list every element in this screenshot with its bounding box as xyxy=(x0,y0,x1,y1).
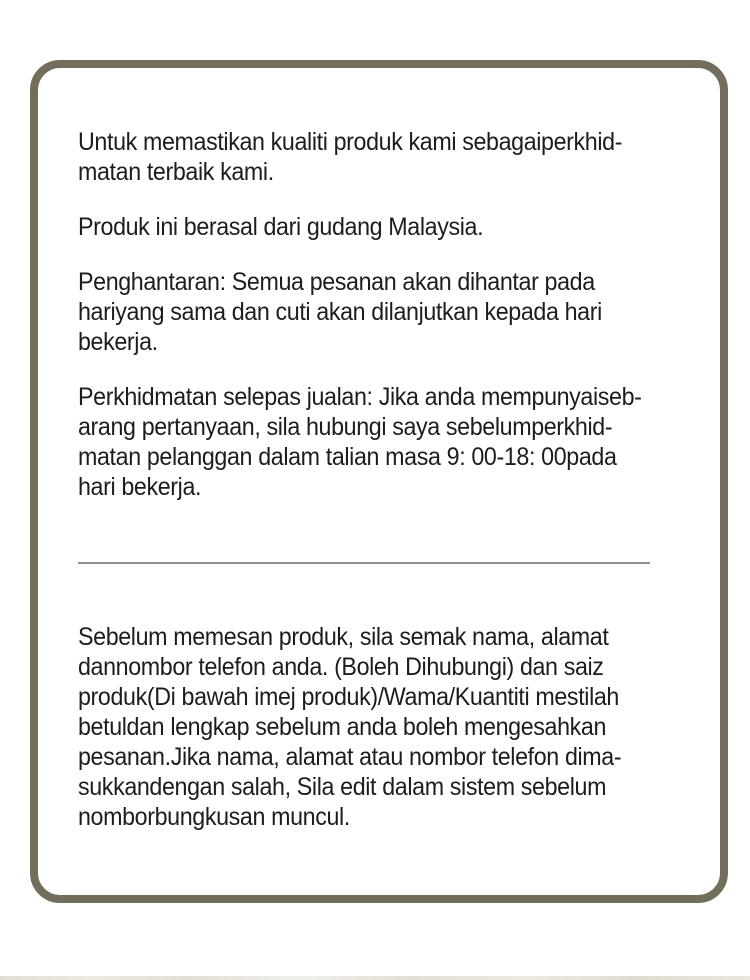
text-line: hari bekerja. xyxy=(78,473,202,501)
text-line: matan pelanggan dalam talian masa 9: 00-18: 00pada xyxy=(78,443,617,471)
text-line: Perkhidmatan selepas jualan: Jika anda mempunyaiseb- xyxy=(78,383,642,411)
paragraph-shipping xyxy=(78,267,692,357)
paragraph-quality xyxy=(78,127,692,187)
bottom-edge-strip xyxy=(0,976,750,980)
paragraph-after-sales xyxy=(78,382,692,502)
text-line: sukkandengan salah, Sila edit dalam sistem sebelum xyxy=(78,773,607,801)
text-line: dannombor telefon anda. (Boleh Dihubungi) dan saiz xyxy=(78,653,604,681)
text-line: Produk ini berasal dari gudang Malaysia. xyxy=(78,213,484,241)
description-panel xyxy=(30,60,728,903)
text-line: pesanan.Jika nama, alamat atau nombor telefon dima- xyxy=(78,743,622,771)
paragraph-origin xyxy=(78,212,692,242)
divider xyxy=(78,562,650,564)
paragraph-order-check xyxy=(78,622,692,832)
text-line: bekerja. xyxy=(78,328,158,356)
text-line: arang pertanyaan, sila hubungi saya sebelumperkhid- xyxy=(78,413,613,441)
text-line: Untuk memastikan kualiti produk kami sebagaiperkhid- xyxy=(78,128,623,156)
description-content xyxy=(38,68,720,832)
text-line: produk(Di bawah imej produk)/Wama/Kuantiti mestilah xyxy=(78,683,619,711)
text-line: matan terbaik kami. xyxy=(78,158,274,186)
text-line: Penghantaran: Semua pesanan akan dihantar pada xyxy=(78,268,595,296)
text-line: Sebelum memesan produk, sila semak nama, alamat xyxy=(78,623,609,651)
text-line: nomborbungkusan muncul. xyxy=(78,803,350,831)
text-line: betuldan lengkap sebelum anda boleh mengesahkan xyxy=(78,713,607,741)
text-line: hariyang sama dan cuti akan dilanjutkan kepada hari xyxy=(78,298,602,326)
